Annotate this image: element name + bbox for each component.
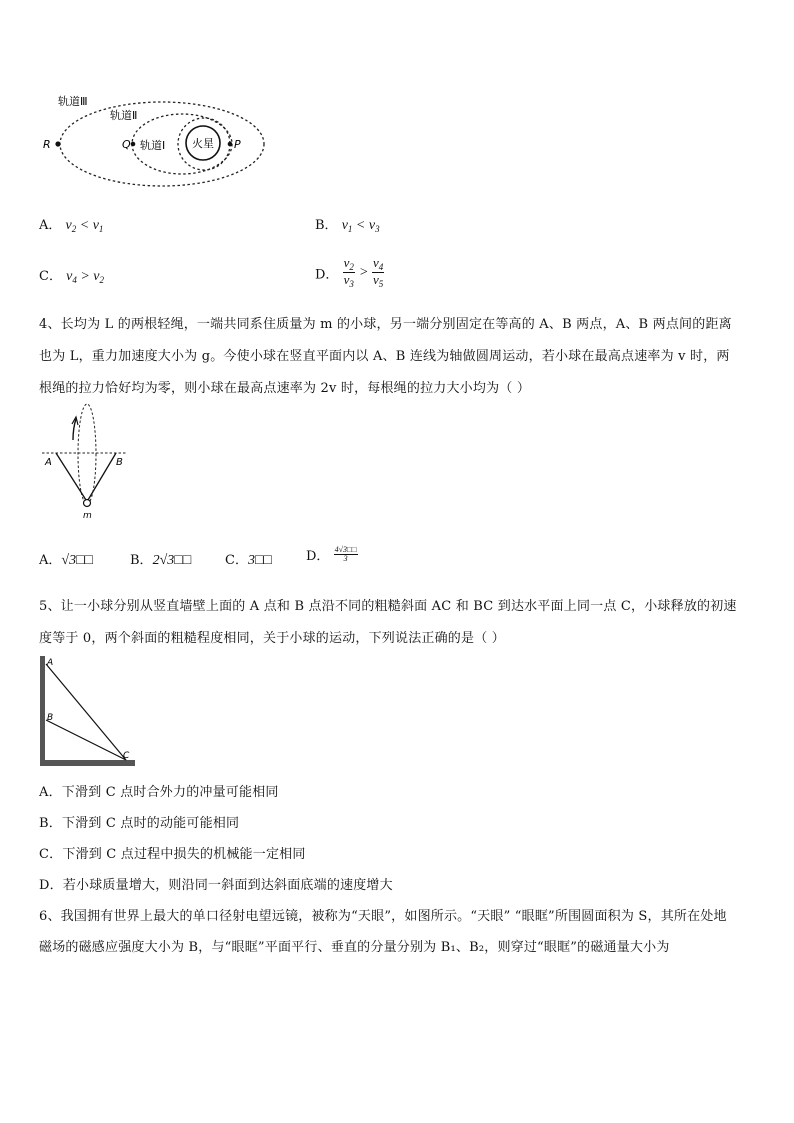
wall bbox=[40, 656, 45, 764]
circular-path bbox=[78, 404, 96, 504]
q4-figure bbox=[40, 402, 130, 522]
q4-line-3: 根绳的拉力恰好均为零，则小球在最高点速率为 2v 时，每根绳的拉力大小均为（ ） bbox=[39, 381, 531, 396]
q5-option-b[interactable]: B．下滑到 C 点时的动能可能相同 bbox=[39, 816, 240, 831]
q5-option-a[interactable]: A．下滑到 C 点时合外力的冲量可能相同 bbox=[39, 785, 279, 800]
point-C-label: C bbox=[123, 751, 130, 761]
q5-figure bbox=[38, 654, 138, 768]
option-label: D． bbox=[315, 267, 339, 283]
q5-option-d[interactable]: D．若小球质量增大，则沿同一斜面到达斜面底端的速度增大 bbox=[39, 878, 393, 893]
rope-b bbox=[88, 453, 116, 500]
orbit-3-label: 轨道Ⅲ bbox=[58, 95, 88, 108]
option-label: A． bbox=[39, 218, 62, 233]
q4-option-a[interactable]: A．√3□□ bbox=[39, 553, 93, 568]
point-Q-label: Q bbox=[122, 138, 131, 151]
point-A-label: A bbox=[45, 457, 52, 468]
q3-option-a[interactable]: A． $v_2 < v_1$ bbox=[39, 218, 104, 234]
point-Q-dot bbox=[131, 142, 136, 147]
q4-option-d[interactable]: D． $\frac{4√3□□}{3}$ bbox=[306, 544, 357, 564]
point-B-label: B bbox=[47, 713, 54, 723]
orbit-1-label: 轨道Ⅰ bbox=[140, 139, 166, 152]
ball bbox=[84, 500, 91, 507]
q3-option-d[interactable]: D． $\frac{v_2}{v_3}$ > $\frac{v_4}{v_5}$ bbox=[315, 255, 384, 290]
q4-option-c[interactable]: C．3□□ bbox=[225, 553, 272, 568]
option-label: C． bbox=[39, 269, 62, 284]
point-R-label: R bbox=[43, 138, 51, 151]
q5-option-c[interactable]: C．下滑到 C 点过程中损失的机械能一定相同 bbox=[39, 847, 306, 862]
point-P-label: P bbox=[234, 138, 241, 151]
q6-line-1: 6、我国拥有世界上最大的单口径射电望远镜，被称为“天眼”，如图所示。“天眼” “眼眶”所围圆面积为 S，其所在处地 bbox=[39, 909, 727, 924]
incline-ac bbox=[46, 664, 126, 760]
point-A-label: A bbox=[47, 658, 54, 668]
q4-option-b[interactable]: B．2√3□□ bbox=[130, 553, 192, 568]
q3-option-c[interactable]: C． $v_4 > v_2$ bbox=[39, 269, 104, 285]
q6-line-2: 磁场的磁感应强度大小为 B，与“眼眶”平面平行、垂直的分量分别为 B₁、B₂，则穿过“眼眶”的磁通量大小为 bbox=[39, 940, 670, 955]
rope-a bbox=[56, 453, 86, 500]
q5-line-1: 5、让一小球分别从竖直墙壁上面的 A 点和 B 点沿不同的粗糙斜面 AC 和 BC 到达水平面上同一点 C，小球释放的初速 bbox=[39, 599, 737, 614]
point-P-dot bbox=[228, 142, 233, 147]
q3-option-b[interactable]: B． $v_1 < v_3$ bbox=[315, 218, 380, 234]
planet-label: 火星 bbox=[192, 137, 214, 150]
q5-line-2: 度等于 0，两个斜面的粗糙程度相同，关于小球的运动，下列说法正确的是（ ） bbox=[39, 631, 505, 646]
orbit-figure bbox=[40, 88, 250, 188]
mass-m-label: m bbox=[83, 511, 92, 521]
q4-line-2: 也为 L，重力加速度大小为 g。今使小球在竖直平面内以 A、B 连线为轴做圆周运动，若小球在最高点速率为 v 时，两 bbox=[39, 349, 730, 364]
ground bbox=[40, 760, 135, 766]
q4-line-1: 4、长均为 L 的两根轻绳，一端共同系住质量为 m 的小球，另一端分别固定在等高的 A、B 两点，A、B 两点间的距离 bbox=[39, 317, 732, 332]
point-R-dot bbox=[55, 141, 60, 146]
point-B-label: B bbox=[116, 457, 123, 468]
incline-bc bbox=[46, 720, 126, 760]
option-label: B． bbox=[315, 218, 338, 233]
orbit-2-label: 轨道Ⅱ bbox=[110, 109, 138, 122]
